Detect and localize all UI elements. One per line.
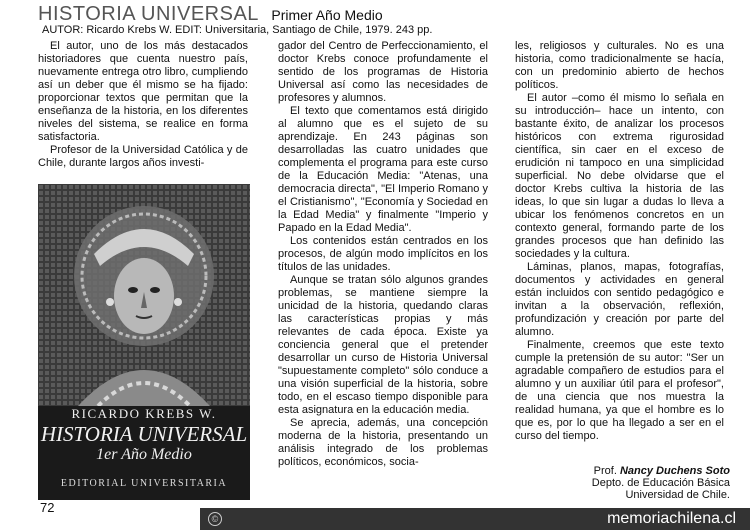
paragraph: El autor –como él mismo lo señala en su introducción– hace un intento, con bastante éxito, de analizar los procesos históricos con extrema rigurosidad científica, sin caer en el exceso de erudición ni tampoco en una simplicidad superficial. No debe olvidarse que el doctor Krebs cultiva la historia de las ideas, lo que sin lugar a dudas lo lleva a ubicar los fenómenos concretos en un contexto general, formando parte de los grandes procesos que han definido las sociedades y la cultura. [515, 92, 724, 260]
signature-dept: Depto. de Educación Básica [591, 477, 730, 489]
column-2 [278, 40, 488, 469]
page-number: 72 [40, 500, 55, 515]
paragraph: Profesor de la Universidad Católica y de Chile, durante largos años investi- [38, 144, 248, 169]
paragraph: Los contenidos están centrados en los procesos, de algún modo implícitos en los títulos de las unidades. [278, 235, 488, 273]
signature-block [560, 465, 730, 501]
cover-title: HISTORIA UNIVERSAL [40, 422, 248, 446]
paragraph: Finalmente, creemos que este texto cumple la pretensión de su autor: "Ser un agradable compañero de estudios para el alumno y un auxiliar útil para el profesor", de una ciencia que nos muestra la realidad humana, ya que el hombre es lo que es, por lo que ha llegado a ser en el curso del tiempo. [515, 339, 724, 442]
paragraph: El texto que comentamos está dirigido al alumno que es el sujeto de su aprendizaje. En 243 páginas son desarrolladas las cuatro unidades que complementa el programa para este curso de la Educación Media: "Atenas, una democracia directa", "El Imperio Romano y el Cristianismo", "Economía y Sociedad en la Edad Media" y finalmente "Imperio y Papado en la Edad Media". [278, 105, 488, 234]
paragraph: Se aprecia, además, una concepción moderna de la historia, presentando un análisis integrado de los problemas políticos, económicos, socia- [278, 417, 488, 468]
article-header [38, 3, 738, 25]
column-3 [515, 40, 724, 443]
paragraph: les, religiosos y culturales. No es una historia, como tradicionalmente se hacía, con un predominio abierto de hechos políticos. [515, 40, 724, 91]
watermark-bar [200, 508, 750, 530]
column-1 [38, 40, 248, 170]
mosaic-portrait [38, 184, 250, 406]
paragraph: gador del Centro de Perfeccionamiento, el doctor Krebs conoce profundamente el sentido de los programas de Historia Universal así como las necesidades de profesores y alumnos. [278, 40, 488, 104]
book-level: Primer Año Medio [271, 7, 383, 23]
cover-author: RICARDO KREBS W. [71, 406, 217, 421]
signature-name: Nancy Duchens Soto [619, 465, 730, 477]
author-line: AUTOR: Ricardo Krebs W. EDIT: Universitaria, Santiago de Chile, 1979. 243 pp. [42, 24, 433, 36]
cover-publisher: EDITORIAL UNIVERSITARIA [60, 478, 228, 489]
paragraph: El autor, uno de los más destacados historiadores que cuenta nuestro país, nuevamente entrega otro libro, cumpliendo así un deber que él mismo se ha fijado: proporcionar textos que permitan que la enseñanza de la historia, en los diferentes niveles del sistema, se realice en forma satisfactoria. [38, 40, 248, 143]
book-title: HISTORIA UNIVERSAL [38, 3, 259, 25]
cover-subtitle: 1er Año Medio [96, 446, 192, 463]
book-cover-image [38, 184, 250, 500]
paragraph: Aunque se tratan sólo algunos grandes problemas, se mantiene siempre la unicidad de la historia, quedando claras las características propias y más relevantes de cada época. Existe ya conciencia general que el pretender desarrollar un curso de Historia Universal "supuestamente completo" sólo conduce a una visión superficial de la historia, sobre todo, en el escaso tiempo disponible para esta asignatura en la educación media. [278, 274, 488, 416]
signature-prefix: Prof. [593, 465, 617, 477]
site-watermark[interactable]: memoriachilena.cl [607, 510, 736, 527]
copyright-icon: © [208, 512, 222, 526]
signature-univ: Universidad de Chile. [625, 489, 730, 501]
paragraph: Láminas, planos, mapas, fotografías, documentos y actividades en general están incluidos con sentido pedagógico e invitan a la observación, reflexión, profundización y creación por parte del alumno. [515, 261, 724, 338]
